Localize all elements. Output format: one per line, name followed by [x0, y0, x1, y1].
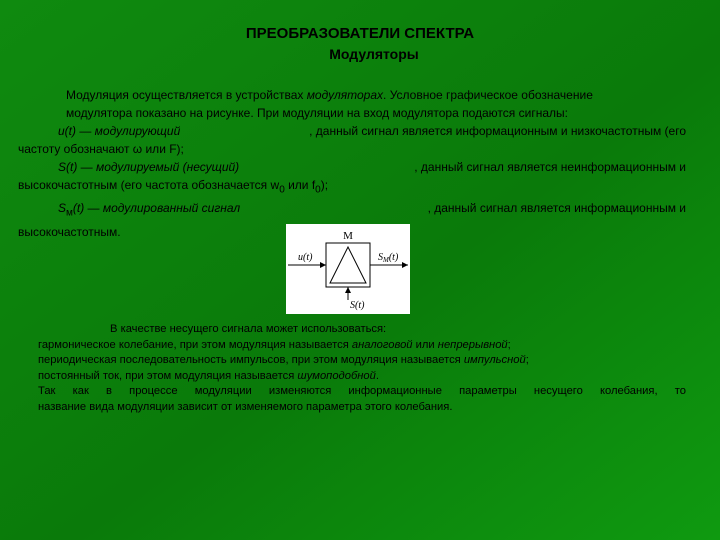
- intro-line: Модуляция осуществляется в устройствах модуляторах. Условное графическое обозначение: [66, 88, 593, 102]
- modulator-triangle: [330, 247, 366, 283]
- modulator-diagram: [286, 224, 410, 314]
- output-arrow: [402, 262, 408, 268]
- modulator-figure: [286, 224, 410, 314]
- carrier-line: периодическая последовательность импульсов, при этом модуляция называется импульсной;: [38, 354, 529, 366]
- intro-line: S(t) — модулируемый (несущий) , данный сигнал является неинформационным и: [58, 160, 686, 174]
- intro-line: $S_м(t)$ — модулированный сигнал , данный сигнал является информационным и: [58, 201, 686, 219]
- slide-title: [0, 24, 720, 64]
- label-input: u(t): [298, 252, 313, 263]
- intro-line: модулятора показано на рисунке. При модуляции на вход модулятора подаются сигналы:: [66, 106, 568, 120]
- carrier-line: гармоническое колебание, при этом модуляция называется аналоговой или непрерывной;: [38, 338, 511, 351]
- intro-line: высокочастотным (его частота обозначается $w_0$ или $f_0$);: [18, 178, 329, 196]
- title-line-1: ПРЕОБРАЗОВАТЕЛИ СПЕКТРА: [245, 25, 475, 42]
- label-m: M: [343, 230, 353, 242]
- intro-paragraph: [18, 86, 686, 241]
- label-output: $S_M(t)$: [378, 252, 399, 264]
- input-arrow: [320, 262, 326, 268]
- label-carrier: S(t): [350, 300, 365, 311]
- intro-line: частоту обозначают ω или F);: [18, 142, 184, 156]
- intro-line: высокочастотным.: [18, 224, 121, 239]
- carrier-paragraph: [38, 322, 686, 415]
- carrier-line: В качестве несущего сигнала может использоваться:: [110, 323, 387, 335]
- modulator-box: [326, 243, 370, 287]
- carrier-line: постоянный ток, при этом модуляция называется шумоподобной.: [38, 369, 379, 382]
- intro-line: u(t) — модулирующий , данный сигнал является информационным и низкочастотным (его: [58, 124, 686, 138]
- title-line-2: Модуляторы: [329, 46, 419, 62]
- carrier-line: название вида модуляции зависит от изменяемого параметра этого колебания.: [38, 400, 453, 413]
- carrier-arrow: [345, 287, 351, 293]
- carrier-line: Так как в процессе модуляции изменяются информационные параметры несущего колебания, то: [38, 385, 686, 397]
